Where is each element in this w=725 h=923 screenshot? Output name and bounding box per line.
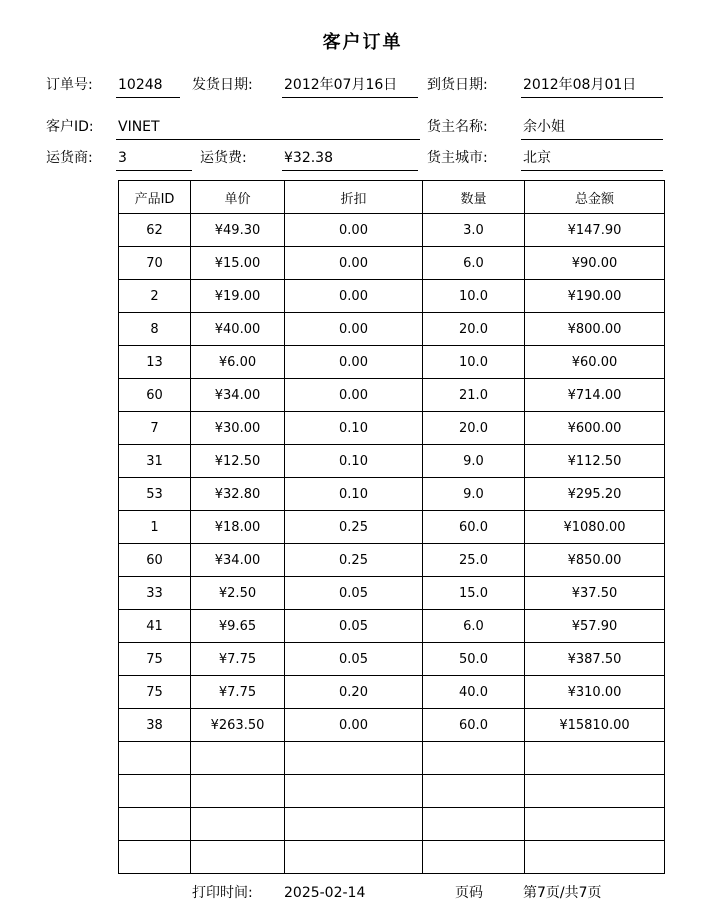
cell-discount: 0.00 <box>285 214 423 247</box>
cell-quantity: 50.0 <box>423 643 525 676</box>
table-row <box>119 445 665 478</box>
cell-unit-price: ¥32.80 <box>191 478 285 511</box>
freight-underline <box>282 170 418 171</box>
table-row-blank <box>119 841 665 874</box>
cell-unit-price: ¥6.00 <box>191 346 285 379</box>
shipper-underline <box>116 170 192 171</box>
cell-product-id: 60 <box>119 379 191 412</box>
cell-quantity: 6.0 <box>423 247 525 280</box>
cell-unit-price: ¥49.30 <box>191 214 285 247</box>
arrive-date-label: 到货日期: <box>427 77 488 93</box>
cell-discount: 0.10 <box>285 478 423 511</box>
cell-quantity: 10.0 <box>423 280 525 313</box>
cell-quantity: 20.0 <box>423 313 525 346</box>
cell-quantity: 21.0 <box>423 379 525 412</box>
order-no-value: 10248 <box>118 77 163 93</box>
table-row <box>119 676 665 709</box>
cell-blank <box>285 808 423 841</box>
table-row <box>119 280 665 313</box>
cell-total: ¥850.00 <box>525 544 665 577</box>
cell-product-id: 7 <box>119 412 191 445</box>
table-row <box>119 379 665 412</box>
ship-date-underline <box>282 97 418 98</box>
cell-unit-price: ¥263.50 <box>191 709 285 742</box>
cell-unit-price: ¥7.75 <box>191 643 285 676</box>
cell-blank <box>285 742 423 775</box>
freight-label: 运货费: <box>200 150 247 166</box>
cell-product-id: 75 <box>119 676 191 709</box>
cell-discount: 0.10 <box>285 412 423 445</box>
table-row <box>119 577 665 610</box>
cell-quantity: 3.0 <box>423 214 525 247</box>
cell-discount: 0.00 <box>285 247 423 280</box>
table-row <box>119 247 665 280</box>
cell-total: ¥190.00 <box>525 280 665 313</box>
table-row-blank <box>119 775 665 808</box>
cell-total: ¥1080.00 <box>525 511 665 544</box>
cell-blank <box>119 808 191 841</box>
cell-discount: 0.00 <box>285 313 423 346</box>
owner-name-label: 货主名称: <box>427 119 488 135</box>
cell-product-id: 33 <box>119 577 191 610</box>
cell-discount: 0.05 <box>285 610 423 643</box>
order-items-table <box>118 180 665 874</box>
shipper-label: 运货商: <box>46 150 93 166</box>
cell-blank <box>525 808 665 841</box>
cell-quantity: 10.0 <box>423 346 525 379</box>
cell-blank <box>423 841 525 874</box>
cell-total: ¥37.50 <box>525 577 665 610</box>
cell-product-id: 70 <box>119 247 191 280</box>
table-row <box>119 511 665 544</box>
ship-date-label: 发货日期: <box>192 77 253 93</box>
cell-unit-price: ¥30.00 <box>191 412 285 445</box>
cell-quantity: 20.0 <box>423 412 525 445</box>
cell-product-id: 31 <box>119 445 191 478</box>
cell-discount: 0.00 <box>285 709 423 742</box>
arrive-date-underline <box>521 97 663 98</box>
cell-discount: 0.25 <box>285 544 423 577</box>
owner-city-label: 货主城市: <box>427 150 488 166</box>
cell-blank <box>191 775 285 808</box>
col-header-quantity: 数量 <box>423 181 525 214</box>
cell-product-id: 13 <box>119 346 191 379</box>
cell-discount: 0.00 <box>285 379 423 412</box>
table-row-blank <box>119 808 665 841</box>
col-header-product-id: 产品ID <box>119 181 191 214</box>
cell-unit-price: ¥34.00 <box>191 379 285 412</box>
cell-total: ¥295.20 <box>525 478 665 511</box>
owner-city-value: 北京 <box>523 150 551 166</box>
cell-blank <box>423 742 525 775</box>
cell-product-id: 38 <box>119 709 191 742</box>
customer-id-label: 客户ID: <box>46 119 94 135</box>
cell-total: ¥714.00 <box>525 379 665 412</box>
cell-total: ¥310.00 <box>525 676 665 709</box>
cell-blank <box>191 841 285 874</box>
table-row <box>119 412 665 445</box>
cell-product-id: 60 <box>119 544 191 577</box>
shipper-value: 3 <box>118 150 127 166</box>
table-body <box>119 214 665 874</box>
cell-discount: 0.05 <box>285 577 423 610</box>
cell-unit-price: ¥12.50 <box>191 445 285 478</box>
cell-blank <box>423 775 525 808</box>
table-header-row <box>119 181 665 214</box>
order-no-label: 订单号: <box>46 77 93 93</box>
cell-product-id: 8 <box>119 313 191 346</box>
owner-city-underline <box>521 170 663 171</box>
owner-name-underline <box>521 139 663 140</box>
cell-unit-price: ¥9.65 <box>191 610 285 643</box>
cell-discount: 0.00 <box>285 346 423 379</box>
cell-blank <box>191 808 285 841</box>
cell-unit-price: ¥7.75 <box>191 676 285 709</box>
cell-blank <box>525 742 665 775</box>
cell-quantity: 6.0 <box>423 610 525 643</box>
table-row <box>119 214 665 247</box>
cell-blank <box>525 841 665 874</box>
table-row <box>119 346 665 379</box>
cell-blank <box>119 841 191 874</box>
cell-unit-price: ¥34.00 <box>191 544 285 577</box>
cell-blank <box>191 742 285 775</box>
cell-discount: 0.25 <box>285 511 423 544</box>
cell-blank <box>525 775 665 808</box>
cell-blank <box>423 808 525 841</box>
cell-blank <box>119 742 191 775</box>
cell-product-id: 53 <box>119 478 191 511</box>
col-header-total: 总金额 <box>525 181 665 214</box>
cell-product-id: 41 <box>119 610 191 643</box>
cell-total: ¥387.50 <box>525 643 665 676</box>
cell-product-id: 1 <box>119 511 191 544</box>
cell-blank <box>119 775 191 808</box>
cell-total: ¥57.90 <box>525 610 665 643</box>
cell-quantity: 25.0 <box>423 544 525 577</box>
cell-blank <box>285 841 423 874</box>
cell-quantity: 40.0 <box>423 676 525 709</box>
cell-unit-price: ¥40.00 <box>191 313 285 346</box>
cell-discount: 0.20 <box>285 676 423 709</box>
cell-quantity: 9.0 <box>423 445 525 478</box>
cell-product-id: 2 <box>119 280 191 313</box>
cell-discount: 0.00 <box>285 280 423 313</box>
cell-quantity: 9.0 <box>423 478 525 511</box>
table-row <box>119 544 665 577</box>
cell-total: ¥800.00 <box>525 313 665 346</box>
cell-quantity: 60.0 <box>423 709 525 742</box>
cell-total: ¥112.50 <box>525 445 665 478</box>
cell-unit-price: ¥19.00 <box>191 280 285 313</box>
table-row <box>119 313 665 346</box>
cell-unit-price: ¥18.00 <box>191 511 285 544</box>
cell-total: ¥600.00 <box>525 412 665 445</box>
cell-total: ¥90.00 <box>525 247 665 280</box>
customer-id-value: VINET <box>118 119 160 135</box>
col-header-discount: 折扣 <box>285 181 423 214</box>
cell-blank <box>285 775 423 808</box>
cell-discount: 0.10 <box>285 445 423 478</box>
cell-total: ¥147.90 <box>525 214 665 247</box>
table-row <box>119 610 665 643</box>
table-row <box>119 643 665 676</box>
cell-unit-price: ¥15.00 <box>191 247 285 280</box>
customer-id-underline <box>116 139 420 140</box>
cell-total: ¥60.00 <box>525 346 665 379</box>
table-row <box>119 709 665 742</box>
print-time-value: 2025-02-14 <box>284 885 366 901</box>
order-no-underline <box>116 97 180 98</box>
cell-product-id: 62 <box>119 214 191 247</box>
table-row-blank <box>119 742 665 775</box>
freight-value: ¥32.38 <box>284 150 333 166</box>
table-row <box>119 478 665 511</box>
cell-product-id: 75 <box>119 643 191 676</box>
print-time-label: 打印时间: <box>192 885 253 901</box>
arrive-date-value: 2012年08月01日 <box>523 77 637 93</box>
cell-unit-price: ¥2.50 <box>191 577 285 610</box>
col-header-unit-price: 单价 <box>191 181 285 214</box>
cell-quantity: 15.0 <box>423 577 525 610</box>
page-label: 页码 <box>455 885 483 901</box>
owner-name-value: 余小姐 <box>523 119 565 135</box>
cell-quantity: 60.0 <box>423 511 525 544</box>
report-title: 客户订单 <box>322 32 403 53</box>
cell-discount: 0.05 <box>285 643 423 676</box>
page-value: 第7页/共7页 <box>523 885 602 901</box>
ship-date-value: 2012年07月16日 <box>284 77 398 93</box>
cell-total: ¥15810.00 <box>525 709 665 742</box>
